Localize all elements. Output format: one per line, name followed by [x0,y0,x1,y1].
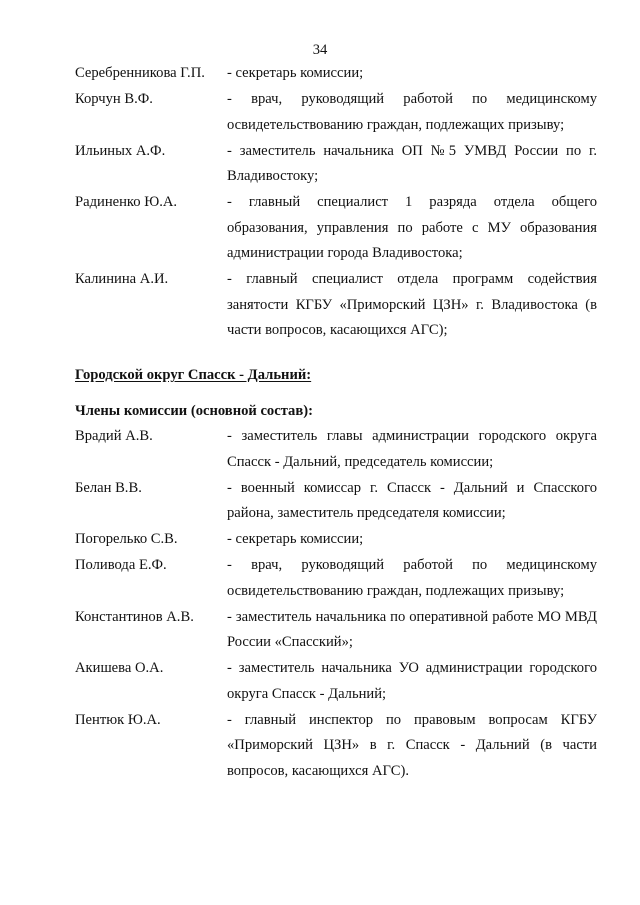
member-role: - врач, руководящий работой по медицинскому освидетельствованию граждан, подлежащих призыву; [227,557,597,599]
member-entry [75,139,597,190]
member-entry [75,605,597,656]
member-name: Врадий А.В. [75,428,153,444]
member-name: Константинов А.В. [75,608,194,625]
page-number: 34 [312,42,328,58]
member-entry [75,61,597,87]
section-heading: Городской округ Спасск - Дальний: [75,367,312,383]
member-role: - секретарь комиссии; [227,65,364,81]
member-role: - секретарь комиссии; [227,531,364,547]
member-name: Калинина А.И. [75,271,169,287]
member-entry [75,267,597,344]
members-list-vladivostok [75,61,597,344]
member-role: - главный специалист 1 разряда отдела общего образования, управления по работе с МУ образования администрации города Владивостока; [227,194,597,261]
section-heading-block [75,363,597,389]
member-name: Белан В.В. [75,479,142,496]
member-entry [75,656,597,707]
member-name: Радиненко Ю.А. [75,194,178,210]
member-entry [75,708,597,785]
member-entry [75,190,597,267]
member-name: Акишева О.А. [75,660,164,676]
member-entry [75,553,597,604]
member-name: Пентюк Ю.А. [75,711,161,728]
member-entry [75,476,597,527]
member-name: Корчун В.Ф. [75,91,153,107]
member-entry [75,424,597,475]
members-list-spassk [75,424,597,785]
member-name: Поливода Е.Ф. [75,557,167,573]
member-role: - заместитель главы администрации городского округа Спасск - Дальний, председатель комиссии; [227,428,597,470]
member-entry [75,87,597,138]
member-role: - заместитель начальника ОП №5 УМВД России по г. Владивостоку; [227,142,597,184]
member-role: - главный специалист отдела программ содействия занятости КГБУ «Приморский ЦЗН» г. Владивостока (в части вопросов, касающихся АГС); [227,271,597,338]
member-role: - врач, руководящий работой по медицинскому освидетельствованию граждан, подлежащих призыву; [227,91,597,133]
member-role: - заместитель начальника УО администрации городского округа Спасск - Дальний; [227,660,597,702]
member-role: - главный инспектор по правовым вопросам КГБУ «Приморский ЦЗН» в г. Спасск - Дальний (в части вопросов, касающихся АГС). [227,711,597,779]
member-role: - заместитель начальника по оперативной работе МО МВД России «Спасский»; [227,608,597,650]
member-name: Ильиных А.Ф. [75,142,166,159]
member-name: Серебренникова Г.П. [75,65,205,81]
subheading: Члены комиссии (основной состав): [75,403,313,419]
subheading-block [75,399,597,425]
member-role: - военный комиссар г. Спасск - Дальний и Спасского района, заместитель председателя комиссии; [227,479,597,521]
member-name: Погорелько С.В. [75,531,178,547]
member-entry [75,527,597,553]
